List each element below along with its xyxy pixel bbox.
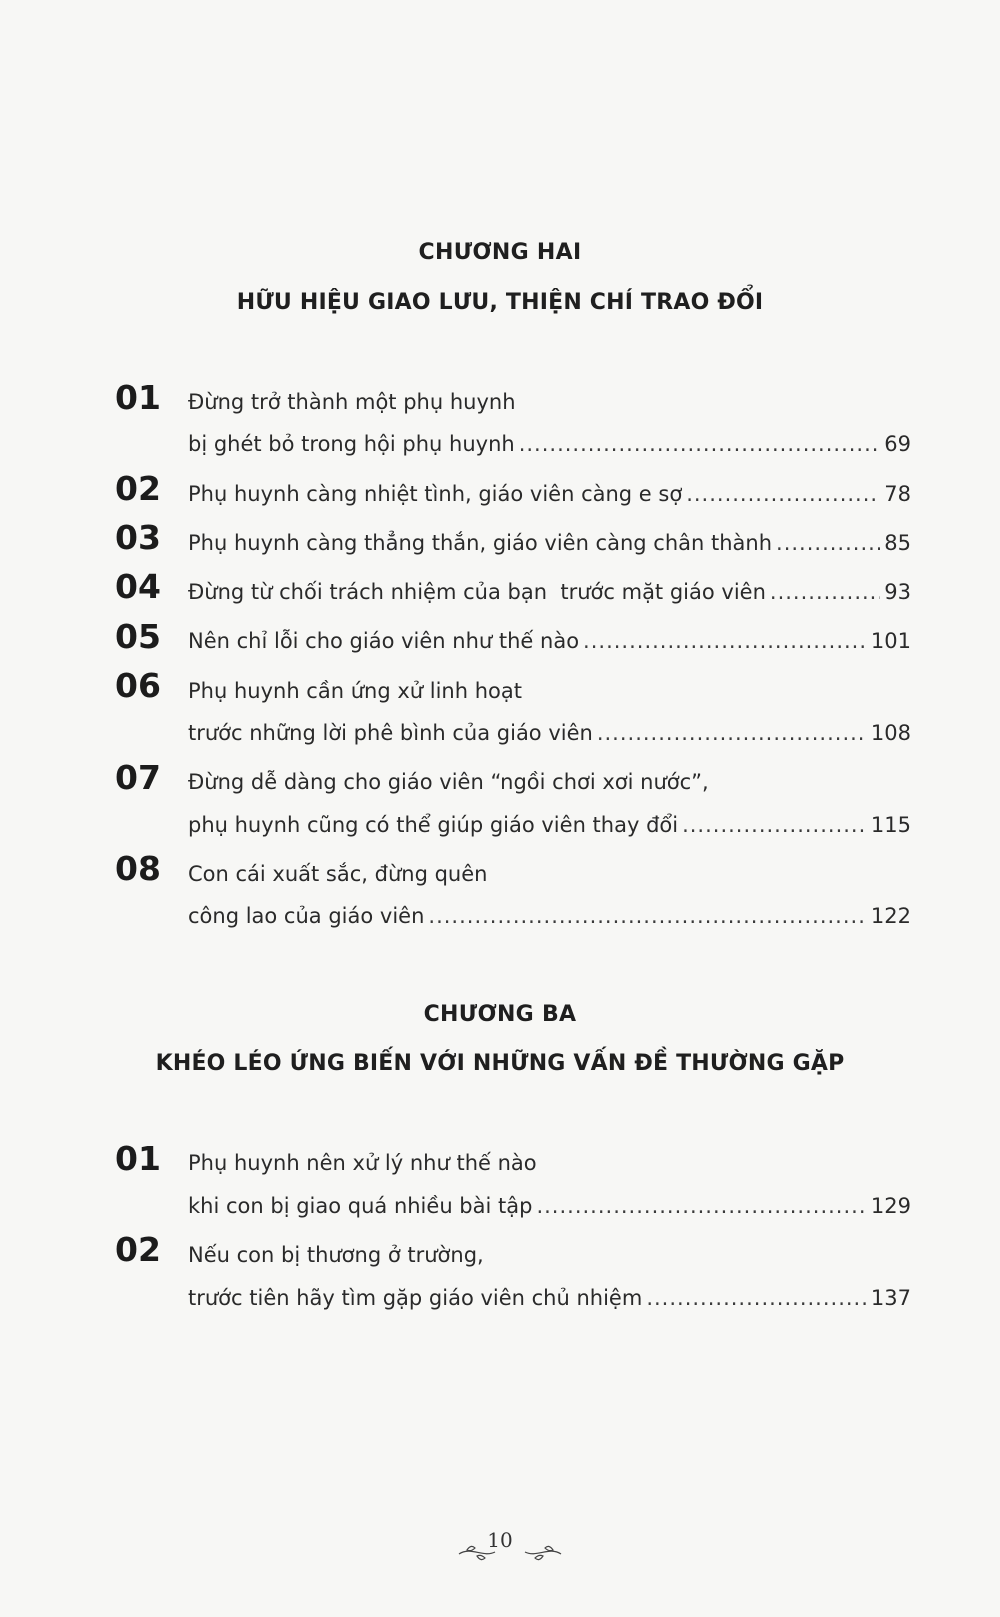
toc-entry-line [188, 480, 911, 508]
dot-leader [686, 480, 880, 508]
toc-entry-title: Đừng dễ dàng cho giáo viên “ngồi chơi xơi nước”, [188, 770, 709, 794]
toc-page-number: 129 [870, 1194, 911, 1218]
toc-entry-line [188, 902, 911, 930]
toc-entry-title: phụ huynh cũng có thể giúp giáo viên thay đổi [188, 813, 679, 837]
toc-entry-line [188, 1192, 911, 1220]
toc-entry-line [188, 529, 911, 557]
toc-entry-number: 07 [115, 758, 161, 797]
toc-entry-number: 08 [115, 849, 161, 888]
dot-leader [776, 529, 880, 557]
toc-entry-number: 04 [115, 567, 161, 606]
toc-entry-title: bị ghét bỏ trong hội phụ huynh [188, 432, 515, 456]
toc-entry-number: 05 [115, 617, 161, 656]
chapter-title: HỮU HIỆU GIAO LƯU, THIỆN CHÍ TRAO ĐỔI [236, 290, 764, 315]
toc-entry-title: Đừng trở thành một phụ huynh [188, 390, 516, 414]
toc-entry-title: Đừng từ chối trách nhiệm của bạn trước mặt giáo viên [188, 580, 766, 604]
dot-leader [428, 902, 867, 930]
toc-entry-line [188, 578, 911, 606]
toc-entry-number: 01 [115, 1139, 161, 1178]
chapter-title: KHÉO LÉO ỨNG BIẾN VỚI NHỮNG VẤN ĐỀ THƯỜNG GẶP [155, 1051, 845, 1076]
toc-entry-title: trước tiên hãy tìm gặp giáo viên chủ nhiệm [188, 1286, 643, 1310]
toc-entry-line [188, 430, 911, 458]
toc-entry-title: khi con bị giao quá nhiều bài tập [188, 1194, 533, 1218]
toc-page-number: 122 [870, 904, 911, 928]
toc-entry-title: Phụ huynh nên xử lý như thế nào [188, 1151, 537, 1175]
toc-entry-title: Phụ huynh càng thẳng thắn, giáo viên càng chân thành [188, 531, 773, 555]
toc-entry-title: công lao của giáo viên [188, 904, 425, 928]
dot-leader [770, 578, 880, 606]
toc-entry-number: 03 [115, 518, 161, 557]
dot-leader [519, 430, 881, 458]
dot-leader [646, 1284, 867, 1312]
toc-entry-title: Phụ huynh càng nhiệt tình, giáo viên càng e sợ [188, 482, 683, 506]
toc-entry-number: 02 [115, 1230, 161, 1269]
page-number: 10 [487, 1528, 513, 1552]
toc-entry-title: Nên chỉ lỗi cho giáo viên như thế nào [188, 629, 580, 653]
toc-entry-line [188, 811, 911, 839]
toc-entry-number: 01 [115, 378, 161, 417]
toc-entry-title: Nếu con bị thương ở trường, [188, 1243, 484, 1267]
toc-page-number: 78 [884, 482, 911, 506]
toc-entry-title: Con cái xuất sắc, đừng quên [188, 862, 488, 886]
toc-entry-title: Phụ huynh cần ứng xử linh hoạt [188, 679, 522, 703]
chapter-label: CHƯƠNG BA [423, 1002, 577, 1027]
dot-leader [583, 627, 867, 655]
toc-entry-title: trước những lời phê bình của giáo viên [188, 721, 593, 745]
toc-page-number: 137 [870, 1286, 911, 1310]
toc-entry-line [188, 627, 911, 655]
toc-page-number: 101 [870, 629, 911, 653]
toc-entry-line [188, 1284, 911, 1312]
toc-page-number: 85 [884, 531, 911, 555]
toc-page-number: 69 [884, 432, 911, 456]
dot-leader [597, 719, 867, 747]
toc-page-number: 115 [870, 813, 911, 837]
dot-leader [536, 1192, 866, 1220]
toc-entry-line [188, 719, 911, 747]
toc-page-number: 93 [884, 580, 911, 604]
chapter-label: CHƯƠNG HAI [418, 240, 582, 265]
dot-leader [682, 811, 867, 839]
toc-entry-number: 02 [115, 469, 161, 508]
toc-page-number: 108 [870, 721, 911, 745]
toc-entry-number: 06 [115, 666, 161, 705]
